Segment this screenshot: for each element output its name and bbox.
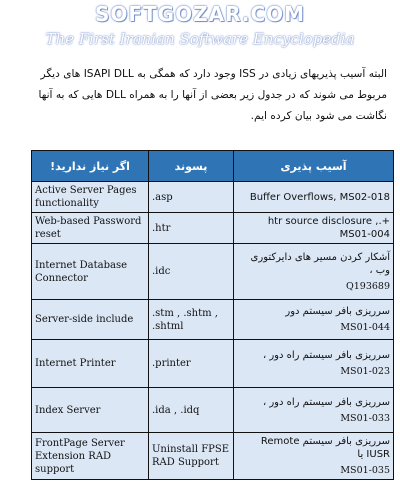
table-row [32,300,394,340]
cell-disable: Internet Database Connector [32,244,149,300]
cell-disable: Web-based Password reset [32,213,149,244]
cell-vulnerability [234,433,394,480]
cell-vulnerability [234,340,394,388]
table-row [32,182,394,213]
intro-paragraph: البته آسیب پذیریهای زیادی در ISS وجود دارد که همگی به ISAPI DLL های دیگر مربوط می شوند که در جدول زیر بعضی از آنها را به همراه DLL هایی که به آنها نگاشت می شود بیان کرده ایم. [38,68,387,122]
vuln-text: +.htr source disclosure , MS01-004 [267,216,390,240]
table-row [32,340,394,388]
cell-vulnerability [234,244,394,300]
table-header-row [32,151,394,182]
cell-extension: Uninstall FPSE RAD Support [149,433,234,480]
vulnerability-table [31,150,394,480]
table-row [32,433,394,480]
cell-extension: .asp [149,182,234,213]
vuln-text: Buffer Overflows, MS02-018 [249,191,390,203]
vuln-bulletin-code: MS01-035 [340,465,390,476]
vuln-text: سرریزی بافر سیستم Remote IUSR یا [260,436,390,460]
header-disable: اگر نیاز ندارید! [32,151,149,182]
cell-extension: .ida , .idq [149,388,234,433]
vuln-bulletin-code: MS01-044 [340,322,390,333]
header-extension: پسوند [149,151,234,182]
vuln-text: آشکار کردن مسیر های دایرکتوری وب ، [250,251,390,276]
cell-vulnerability [234,300,394,340]
cell-disable: Active Server Pages functionality [32,182,149,213]
table-row [32,388,394,433]
cell-extension: .idc [149,244,234,300]
logo-brand-text: SOFTGOZAR.COM [94,2,306,26]
vuln-text: سرریزی بافر سیستم راه دور ، [262,350,390,361]
table-row [32,244,394,300]
cell-disable: FrontPage Server Extension RAD support [32,433,149,480]
table-row [32,213,394,244]
vuln-text: سرریزی بافر سیستم دور [285,306,390,317]
cell-extension: .stm , .shtm , .shtml [149,300,234,340]
logo-tagline: The First Iranian Software Encyclopedia [45,30,355,48]
vuln-bulletin-code: MS01-023 [340,366,390,377]
vuln-bulletin-code: MS01-033 [340,412,390,424]
site-logo-watermark [0,0,400,62]
vuln-text: سرریزی بافر سیستم راه دور ، [262,396,390,408]
vuln-bulletin-code: Q193689 [345,280,390,292]
cell-vulnerability [234,182,394,213]
cell-disable: Internet Printer [32,340,149,388]
header-vulnerability: آسیب پذیری [234,151,394,182]
cell-disable: Index Server [32,388,149,433]
cell-extension: .printer [149,340,234,388]
cell-disable: Server-side include [32,300,149,340]
cell-vulnerability [234,388,394,433]
cell-extension: .htr [149,213,234,244]
cell-vulnerability [234,213,394,244]
